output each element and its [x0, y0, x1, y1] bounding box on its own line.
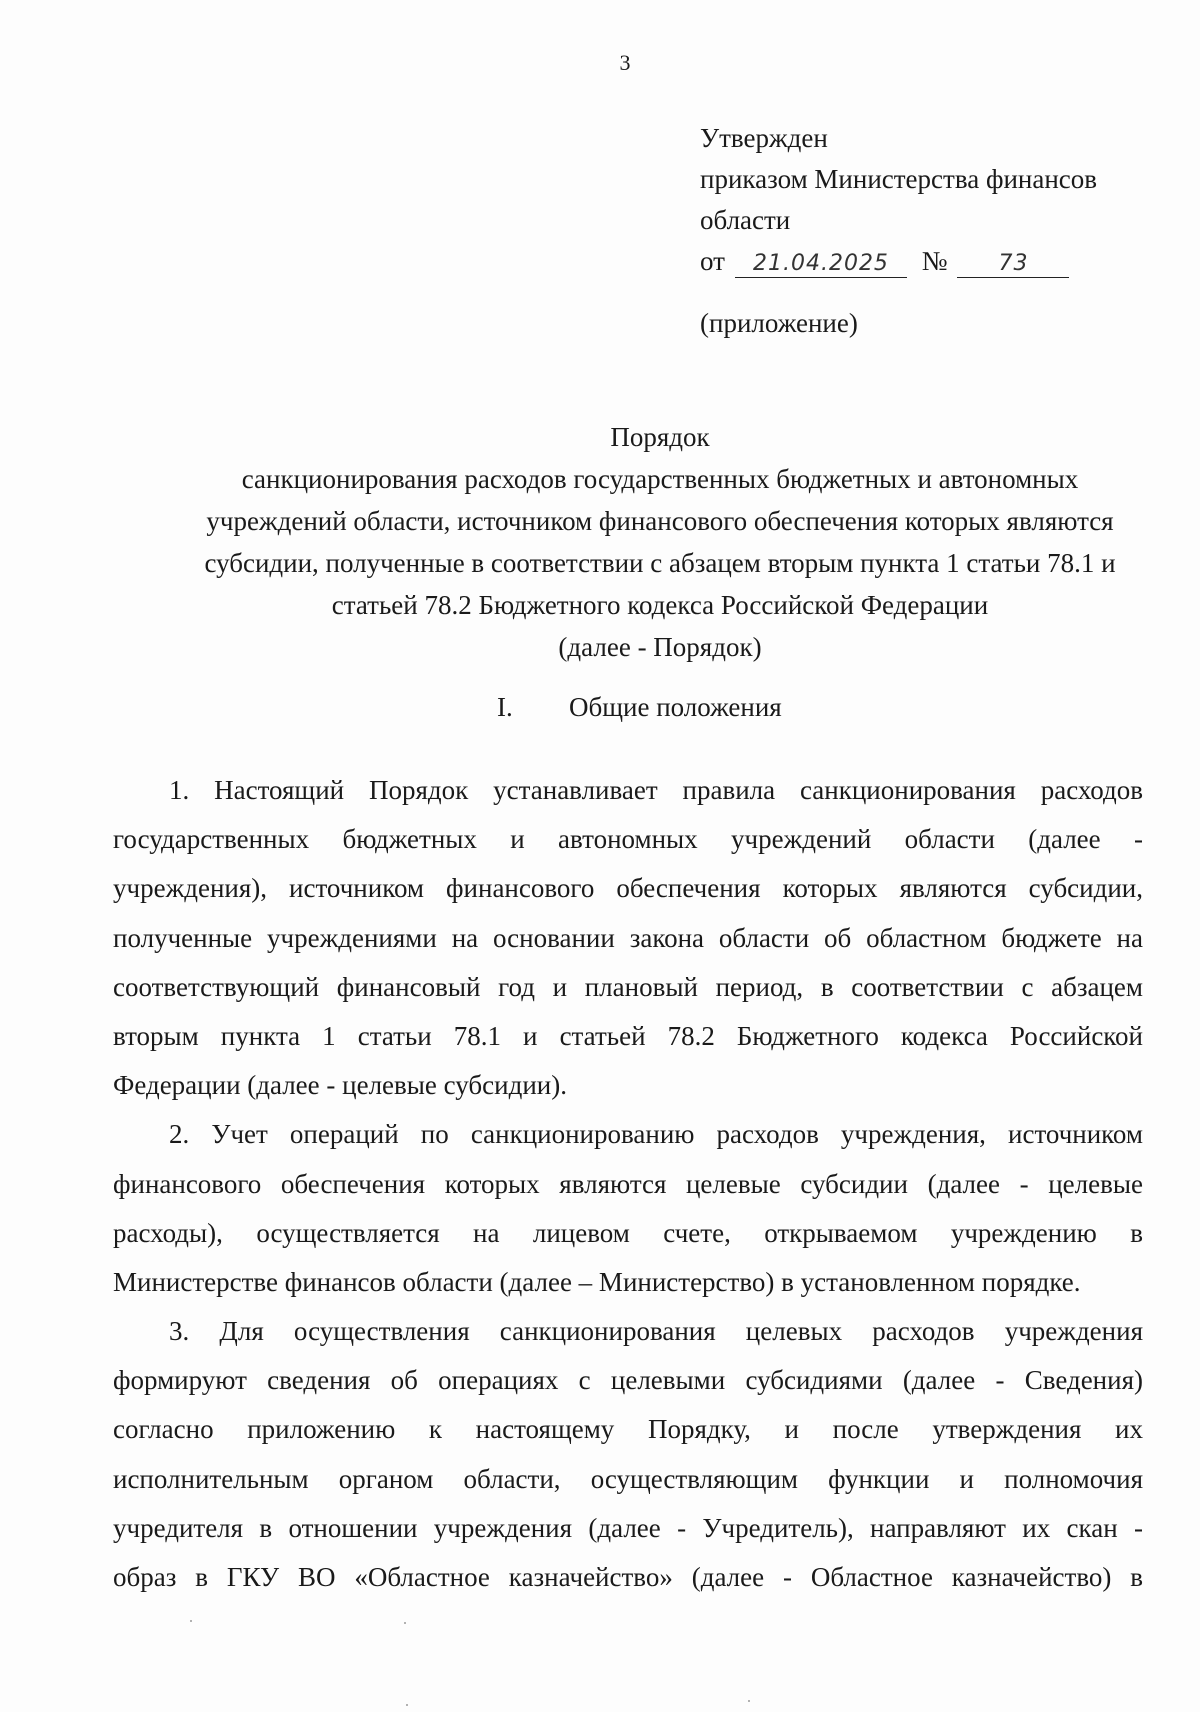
paragraph-line: государственных бюджетных и автономных учреждений области (далее - — [113, 824, 1143, 855]
paragraph — [113, 766, 1143, 1110]
title-line: учреждений области, источником финансового обеспечения которых являются — [206, 506, 1114, 536]
title-line: Порядок — [610, 422, 710, 452]
approval-line: Утвержден — [700, 123, 828, 153]
appendix-note: (приложение) — [700, 308, 858, 338]
paragraph — [113, 1110, 1143, 1307]
paragraph-line: полученные учреждениями на основании закона области об областном бюджете на — [113, 922, 1143, 953]
number-sign: № — [921, 246, 948, 276]
paragraph-line: образ в ГКУ ВО «Областное казначейство» (далее - Областное казначейство) в — [113, 1562, 1143, 1592]
paragraph-line: исполнительным органом области, осуществляющим функции и полномочия — [113, 1463, 1143, 1494]
approval-date-line — [700, 241, 1097, 282]
paragraph-line: расходы), осуществляется на лицевом счете, открываемом учреждению в — [113, 1217, 1143, 1248]
approval-stamp — [700, 118, 1097, 282]
paragraph-line: вторым пункта 1 статьи 78.1 и статьей 78.2 Бюджетного кодекса Российской — [113, 1020, 1143, 1051]
paragraph-line: Министерстве финансов области (далее – Министерство) в установленном порядке. — [113, 1266, 1081, 1297]
section-heading — [497, 692, 782, 723]
paragraph-line: финансового обеспечения которых являются целевые субсидии (далее - целевые — [113, 1168, 1143, 1199]
title-line: (далее - Порядок) — [558, 632, 762, 662]
title-line: статьей 78.2 Бюджетного кодекса Российской Федерации — [331, 590, 989, 620]
section-numeral: I. — [497, 692, 513, 722]
approval-line: приказом Министерства финансов — [700, 164, 1098, 194]
title-line: субсидии, полученные в соответствии с абзацем вторым пункта 1 статьи 78.1 и — [204, 548, 1116, 578]
title-line: санкционирования расходов государственных бюджетных и автономных — [241, 464, 1079, 494]
body-text — [113, 766, 1143, 1602]
document-title — [120, 416, 1200, 668]
scan-speck — [406, 1704, 408, 1706]
paragraph-line: Федерации (далее - целевые субсидии). — [113, 1070, 567, 1101]
page-number: 3 — [619, 50, 631, 75]
paragraph — [113, 1307, 1143, 1602]
handwritten-number: 73 — [957, 251, 1069, 278]
scan-speck — [748, 1700, 750, 1702]
paragraph-line: 1. Настоящий Порядок устанавливает правила санкционирования расходов — [169, 775, 1143, 805]
scan-speck — [404, 1622, 406, 1624]
scan-speck — [190, 1620, 192, 1622]
approval-line: области — [700, 205, 791, 235]
paragraph-line: учреждения), источником финансового обеспечения которых являются субсидии, — [113, 873, 1143, 904]
section-title: Общие положения — [569, 692, 782, 722]
paragraph-line: согласно приложению к настоящему Порядку, и после утверждения их — [113, 1414, 1143, 1445]
paragraph-line: соответствующий финансовый год и плановый период, в соответствии с абзацем — [113, 971, 1143, 1002]
paragraph-line: 3. Для осуществления санкционирования целевых расходов учреждения — [169, 1316, 1143, 1347]
paragraph-line: учредителя в отношении учреждения (далее - Учредитель), направляют их скан - — [113, 1512, 1143, 1543]
handwritten-date: 21.04.2025 — [735, 251, 907, 278]
paragraph-line: 2. Учет операций по санкционированию расходов учреждения, источником — [169, 1119, 1143, 1150]
paragraph-line: формируют сведения об операциях с целевыми субсидиями (далее - Сведения) — [113, 1365, 1143, 1396]
date-prefix: от — [700, 246, 725, 276]
